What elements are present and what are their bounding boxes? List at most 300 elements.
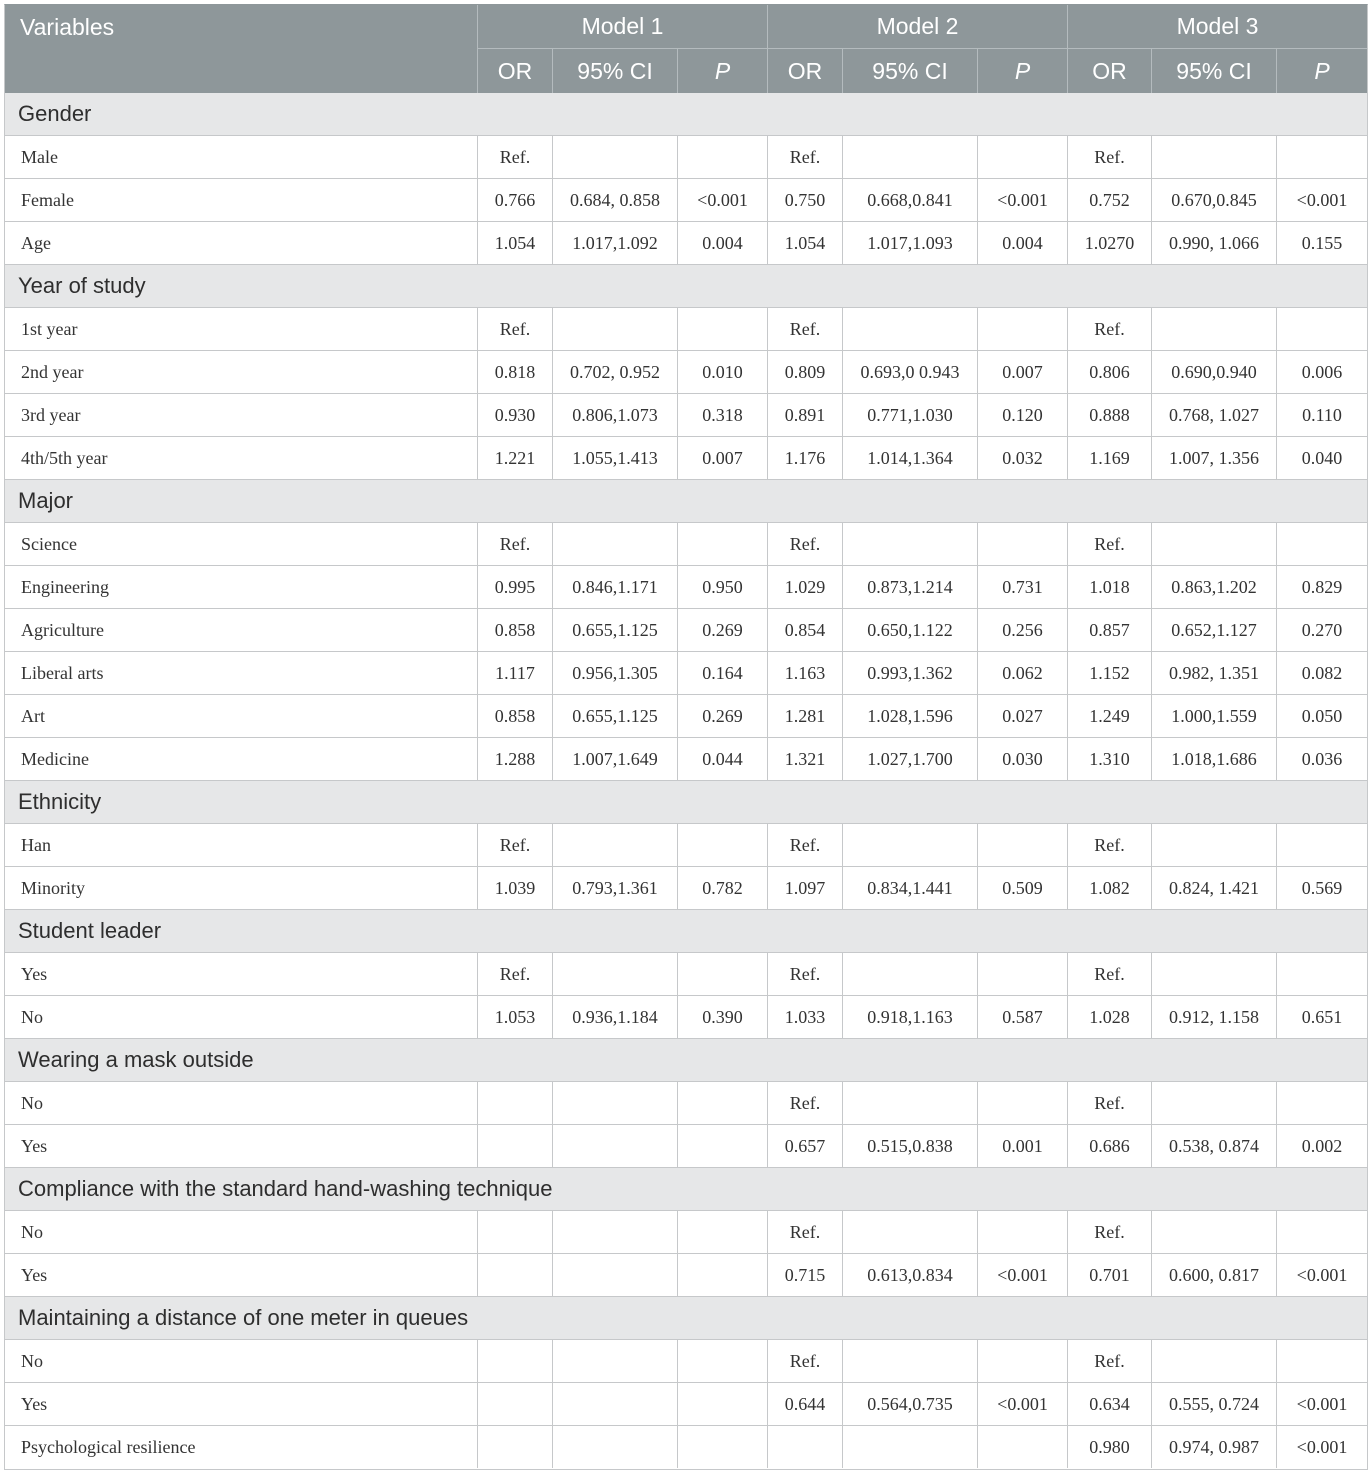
model-2-or-cell: 1.033 — [768, 996, 843, 1038]
model-1-p-cell — [678, 1082, 768, 1124]
model-1-ci-cell — [553, 1340, 678, 1382]
model-2-ci-cell: 0.834,1.441 — [843, 867, 978, 909]
model-3-p-cell: 0.082 — [1301, 662, 1343, 683]
model-1-ci-cell — [553, 1426, 678, 1468]
model-2-header: Model 2 — [768, 5, 1068, 49]
model-3-p-cell: 0.006 — [1301, 361, 1343, 382]
model-2-p-cell: 0.509 — [978, 867, 1068, 909]
model-3-ci-cell — [1152, 523, 1277, 565]
model-2-or-cell: Ref. — [768, 1340, 843, 1382]
model-1-p-cell: 0.318 — [678, 394, 768, 436]
model-1-p-cell: 0.269 — [678, 609, 768, 651]
model-2-ci-cell: 1.017,1.093 — [843, 222, 978, 264]
model-3-p-cell — [1277, 1211, 1367, 1253]
model-1-ci-cell: 1.055,1.413 — [553, 437, 678, 479]
row-label: No — [5, 1082, 478, 1124]
model-3-or-cell: Ref. — [1068, 1082, 1152, 1124]
table-row — [5, 738, 1367, 781]
model-1-p-cell — [678, 308, 768, 350]
model-3-p-cell — [1277, 308, 1367, 350]
model-1-ci-cell — [553, 523, 678, 565]
model-2-p-cell: 0.027 — [978, 695, 1068, 737]
model-2-p-cell: 0.120 — [978, 394, 1068, 436]
model-2-p-cell — [978, 523, 1068, 565]
model-3-p-cell: <0.001 — [1296, 189, 1348, 210]
model-3-ci-cell — [1152, 824, 1277, 866]
model-3-ci-cell — [1152, 308, 1277, 350]
model-3-or-cell: 0.806 — [1068, 351, 1152, 393]
table-row — [5, 394, 1367, 437]
model-3-p-cell: 0.050 — [1301, 705, 1343, 726]
model-3-or-header: OR — [1068, 49, 1152, 93]
model-2-or-cell: 0.809 — [768, 351, 843, 393]
row-label: Art — [5, 695, 478, 737]
table-row — [5, 1383, 1367, 1426]
table-row — [5, 695, 1367, 738]
model-1-p-cell: <0.001 — [678, 179, 768, 221]
table-row — [5, 222, 1367, 265]
table-row — [5, 1340, 1367, 1383]
table-row — [5, 1125, 1367, 1168]
model-2-or-cell: Ref. — [768, 1211, 843, 1253]
model-2-ci-cell — [843, 523, 978, 565]
section-row — [5, 265, 1367, 308]
model-3-ci-cell: 1.007, 1.356 — [1152, 437, 1277, 479]
model-2-ci-cell: 0.693,0 0.943 — [843, 351, 978, 393]
row-label: No — [5, 1340, 478, 1382]
model-3-ci-cell: 1.018,1.686 — [1152, 738, 1277, 780]
model-1-ci-cell: 0.956,1.305 — [553, 652, 678, 694]
model-3-ci-cell — [1152, 1082, 1277, 1124]
model-1-or-cell — [478, 1340, 553, 1382]
model-3-ci-cell: 0.768, 1.027 — [1152, 394, 1277, 436]
model-1-ci-cell — [553, 953, 678, 995]
model-2-ci-cell: 0.918,1.163 — [843, 996, 978, 1038]
model-1-or-cell — [478, 1211, 553, 1253]
model-2-or-cell: 0.891 — [768, 394, 843, 436]
table-row — [5, 179, 1367, 222]
model-1-header-group — [478, 5, 768, 93]
model-3-ci-cell: 0.990, 1.066 — [1152, 222, 1277, 264]
model-3-p-cell — [1277, 953, 1367, 995]
model-3-ci-cell — [1152, 136, 1277, 178]
model-1-ci-cell: 0.806,1.073 — [553, 394, 678, 436]
model-3-ci-cell: 0.974, 0.987 — [1152, 1426, 1277, 1468]
model-1-ci-cell — [553, 824, 678, 866]
model-1-or-header: OR — [478, 49, 553, 93]
model-2-or-cell: Ref. — [768, 308, 843, 350]
table-row — [5, 566, 1367, 609]
section-row — [5, 93, 1367, 136]
model-1-or-cell: 0.818 — [478, 351, 553, 393]
model-1-ci-cell: 0.702, 0.952 — [553, 351, 678, 393]
model-1-ci-cell — [553, 1254, 678, 1296]
model-2-p-cell — [978, 1426, 1068, 1468]
section-label: Compliance with the standard hand-washing technique — [18, 1176, 553, 1201]
model-3-p-cell: 0.036 — [1301, 748, 1343, 769]
model-3-p-header: P — [1314, 57, 1330, 84]
model-2-p-cell: 0.256 — [978, 609, 1068, 651]
model-2-or-cell: 1.176 — [768, 437, 843, 479]
model-1-ci-cell: 0.655,1.125 — [553, 695, 678, 737]
row-label: Han — [5, 824, 478, 866]
model-2-p-cell — [978, 953, 1068, 995]
model-3-or-cell: Ref. — [1068, 824, 1152, 866]
model-1-p-cell: 0.044 — [678, 738, 768, 780]
model-2-header-group — [768, 5, 1068, 93]
model-3-ci-cell: 0.690,0.940 — [1152, 351, 1277, 393]
row-label: Yes — [5, 1383, 478, 1425]
table-row — [5, 953, 1367, 996]
row-label: Female — [5, 179, 478, 221]
model-3-or-cell: 1.028 — [1068, 996, 1152, 1038]
model-3-ci-cell: 1.000,1.559 — [1152, 695, 1277, 737]
model-1-p-cell: 0.390 — [678, 996, 768, 1038]
model-1-or-cell: 0.766 — [478, 179, 553, 221]
row-label: Science — [5, 523, 478, 565]
model-2-or-cell: 1.097 — [768, 867, 843, 909]
row-label: 1st year — [5, 308, 478, 350]
model-1-p-cell: 0.007 — [678, 437, 768, 479]
model-2-p-cell: 0.032 — [978, 437, 1068, 479]
model-2-or-cell: 0.644 — [768, 1383, 843, 1425]
model-1-p-cell — [678, 1383, 768, 1425]
model-3-or-cell: 0.752 — [1068, 179, 1152, 221]
model-2-or-cell: Ref. — [768, 824, 843, 866]
row-label: No — [5, 1211, 478, 1253]
model-3-p-cell: 0.040 — [1301, 447, 1343, 468]
model-1-or-cell: 1.117 — [478, 652, 553, 694]
model-2-ci-cell — [843, 1426, 978, 1468]
model-1-ci-cell — [553, 1383, 678, 1425]
section-row — [5, 1297, 1367, 1340]
model-3-p-cell: <0.001 — [1296, 1393, 1348, 1414]
model-2-or-cell: Ref. — [768, 953, 843, 995]
model-2-ci-cell: 1.028,1.596 — [843, 695, 978, 737]
model-1-ci-cell: 0.684, 0.858 — [553, 179, 678, 221]
row-label: Yes — [5, 953, 478, 995]
model-1-or-cell: 1.039 — [478, 867, 553, 909]
model-1-ci-cell: 0.936,1.184 — [553, 996, 678, 1038]
model-2-ci-cell — [843, 308, 978, 350]
model-1-or-cell — [478, 1125, 553, 1167]
model-1-p-cell: 0.010 — [678, 351, 768, 393]
model-2-ci-cell: 0.613,0.834 — [843, 1254, 978, 1296]
model-3-or-cell: 1.169 — [1068, 437, 1152, 479]
model-1-or-cell: Ref. — [478, 136, 553, 178]
model-1-ci-cell: 0.846,1.171 — [553, 566, 678, 608]
model-3-or-cell: 0.888 — [1068, 394, 1152, 436]
model-1-or-cell — [478, 1426, 553, 1468]
model-2-p-cell — [978, 1082, 1068, 1124]
model-1-ci-cell — [553, 1125, 678, 1167]
table-body — [5, 93, 1367, 1469]
model-1-ci-cell: 1.017,1.092 — [553, 222, 678, 264]
model-1-p-cell: 0.269 — [678, 695, 768, 737]
model-3-p-cell: 0.002 — [1301, 1135, 1343, 1156]
model-2-p-cell: 0.004 — [978, 222, 1068, 264]
table-row — [5, 1082, 1367, 1125]
table-row — [5, 824, 1367, 867]
model-2-p-header: P — [978, 49, 1068, 93]
table-row — [5, 1426, 1367, 1469]
model-2-or-cell — [768, 1426, 843, 1468]
row-label: Medicine — [5, 738, 478, 780]
model-1-p-cell — [678, 1211, 768, 1253]
model-3-header-group — [1068, 5, 1367, 93]
model-1-or-cell: Ref. — [478, 523, 553, 565]
model-3-subheaders — [1068, 49, 1367, 93]
table-row — [5, 996, 1367, 1039]
model-2-ci-cell: 0.650,1.122 — [843, 609, 978, 651]
row-label: Agriculture — [5, 609, 478, 651]
table-row — [5, 652, 1367, 695]
model-1-or-cell: Ref. — [478, 953, 553, 995]
section-label: Student leader — [18, 918, 162, 943]
model-3-p-cell: 0.829 — [1301, 576, 1343, 597]
model-1-ci-cell — [553, 1211, 678, 1253]
section-row — [5, 1168, 1367, 1211]
model-3-ci-cell: 0.652,1.127 — [1152, 609, 1277, 651]
variables-header: Variables — [5, 5, 478, 93]
model-2-or-cell: 1.163 — [768, 652, 843, 694]
section-label: Gender — [18, 101, 92, 126]
model-1-ci-cell — [553, 136, 678, 178]
model-2-ci-cell: 0.873,1.214 — [843, 566, 978, 608]
section-label: Maintaining a distance of one meter in queues — [18, 1305, 469, 1330]
model-2-ci-cell: 0.564,0.735 — [843, 1383, 978, 1425]
model-3-or-cell: Ref. — [1068, 953, 1152, 995]
row-label: Psychological resilience — [5, 1426, 478, 1468]
model-3-ci-cell: 0.538, 0.874 — [1152, 1125, 1277, 1167]
model-3-ci-cell: 0.555, 0.724 — [1152, 1383, 1277, 1425]
model-3-ci-cell: 0.982, 1.351 — [1152, 652, 1277, 694]
section-label: Wearing a mask outside — [18, 1047, 254, 1072]
model-3-or-cell: Ref. — [1068, 523, 1152, 565]
model-2-p-cell: 0.731 — [978, 566, 1068, 608]
model-3-p-cell — [1277, 824, 1367, 866]
model-1-or-cell — [478, 1082, 553, 1124]
model-1-p-header: P — [678, 49, 768, 93]
row-label: Liberal arts — [5, 652, 478, 694]
model-2-p-cell: <0.001 — [978, 179, 1068, 221]
model-2-ci-cell — [843, 824, 978, 866]
model-1-ci-cell: 1.007,1.649 — [553, 738, 678, 780]
model-2-or-header: OR — [768, 49, 843, 93]
section-label: Major — [18, 488, 74, 513]
section-row — [5, 1039, 1367, 1082]
model-1-or-cell — [478, 1383, 553, 1425]
model-3-or-cell: Ref. — [1068, 136, 1152, 178]
model-1-p-cell: 0.782 — [678, 867, 768, 909]
row-label: Yes — [5, 1254, 478, 1296]
model-1-or-cell: 0.930 — [478, 394, 553, 436]
model-3-p-cell — [1277, 136, 1367, 178]
model-3-ci-cell — [1152, 1211, 1277, 1253]
model-2-or-cell: Ref. — [768, 136, 843, 178]
model-1-ci-cell: 0.793,1.361 — [553, 867, 678, 909]
section-row — [5, 781, 1367, 824]
table-row — [5, 609, 1367, 652]
model-3-p-cell: <0.001 — [1296, 1436, 1348, 1457]
model-2-or-cell: Ref. — [768, 1082, 843, 1124]
model-3-or-cell: 1.018 — [1068, 566, 1152, 608]
model-2-p-cell: 0.062 — [978, 652, 1068, 694]
model-2-p-cell — [978, 1211, 1068, 1253]
model-1-p-cell — [678, 523, 768, 565]
section-label: Year of study — [18, 273, 146, 298]
model-3-or-cell: Ref. — [1068, 1340, 1152, 1382]
model-3-or-cell: 1.082 — [1068, 867, 1152, 909]
model-1-or-cell — [478, 1254, 553, 1296]
model-3-ci-cell: 0.912, 1.158 — [1152, 996, 1277, 1038]
model-1-p-cell — [678, 136, 768, 178]
model-2-ci-cell — [843, 1211, 978, 1253]
model-2-ci-cell: 1.027,1.700 — [843, 738, 978, 780]
section-row — [5, 480, 1367, 523]
model-2-or-cell: 1.321 — [768, 738, 843, 780]
model-3-p-cell: 0.110 — [1302, 404, 1342, 425]
model-2-p-cell: 0.001 — [978, 1125, 1068, 1167]
model-2-ci-cell — [843, 136, 978, 178]
model-1-p-cell — [678, 953, 768, 995]
model-1-or-cell: 1.054 — [478, 222, 553, 264]
row-label: 3rd year — [5, 394, 478, 436]
table-header — [5, 5, 1367, 93]
model-3-header: Model 3 — [1068, 5, 1367, 49]
model-2-or-cell: 0.715 — [768, 1254, 843, 1296]
model-3-ci-cell: 0.670,0.845 — [1152, 179, 1277, 221]
model-2-ci-cell: 0.771,1.030 — [843, 394, 978, 436]
model-1-ci-cell: 0.655,1.125 — [553, 609, 678, 651]
row-label: No — [5, 996, 478, 1038]
model-3-p-cell — [1277, 1340, 1367, 1382]
model-3-or-cell: 1.152 — [1068, 652, 1152, 694]
model-2-ci-cell: 1.014,1.364 — [843, 437, 978, 479]
model-1-ci-header: 95% CI — [553, 49, 678, 93]
model-2-or-cell: 1.054 — [768, 222, 843, 264]
model-3-p-cell — [1277, 523, 1367, 565]
model-1-or-cell: 1.288 — [478, 738, 553, 780]
model-1-or-cell: 0.858 — [478, 609, 553, 651]
table-row — [5, 351, 1367, 394]
model-1-p-cell — [678, 1340, 768, 1382]
model-3-or-cell: 1.249 — [1068, 695, 1152, 737]
model-3-p-cell: 0.270 — [1301, 619, 1343, 640]
model-2-subheaders — [768, 49, 1068, 93]
table-row — [5, 523, 1367, 566]
model-3-ci-cell: 0.824, 1.421 — [1152, 867, 1277, 909]
model-2-ci-cell: 0.668,0.841 — [843, 179, 978, 221]
model-3-or-cell: 0.686 — [1068, 1125, 1152, 1167]
model-1-p-cell: 0.164 — [678, 652, 768, 694]
model-2-p-cell: <0.001 — [978, 1254, 1068, 1296]
model-2-p-cell: 0.587 — [978, 996, 1068, 1038]
model-3-ci-header: 95% CI — [1152, 49, 1277, 93]
model-2-p-cell — [978, 308, 1068, 350]
model-3-or-cell: 0.634 — [1068, 1383, 1152, 1425]
model-2-p-cell — [978, 824, 1068, 866]
model-1-or-cell: Ref. — [478, 308, 553, 350]
model-1-or-cell: Ref. — [478, 824, 553, 866]
model-3-or-cell: 0.701 — [1068, 1254, 1152, 1296]
model-2-p-cell: 0.007 — [978, 351, 1068, 393]
model-2-or-cell: 1.029 — [768, 566, 843, 608]
model-3-p-cell: 0.155 — [1301, 232, 1343, 253]
model-3-or-cell: 0.980 — [1068, 1426, 1152, 1468]
model-2-ci-header: 95% CI — [843, 49, 978, 93]
model-3-ci-cell — [1152, 1340, 1277, 1382]
table-row — [5, 136, 1367, 179]
model-1-p-cell — [678, 824, 768, 866]
row-label: Male — [5, 136, 478, 178]
table-row — [5, 867, 1367, 910]
model-1-or-cell: 1.221 — [478, 437, 553, 479]
row-label: Engineering — [5, 566, 478, 608]
model-2-p-cell: 0.030 — [978, 738, 1068, 780]
model-2-p-cell — [978, 136, 1068, 178]
model-2-or-cell: 0.854 — [768, 609, 843, 651]
row-label: Yes — [5, 1125, 478, 1167]
model-1-ci-cell — [553, 1082, 678, 1124]
model-2-p-cell: <0.001 — [978, 1383, 1068, 1425]
odds-ratio-table — [4, 4, 1368, 1470]
section-label: Ethnicity — [18, 789, 102, 814]
table-row — [5, 1211, 1367, 1254]
model-2-or-cell: Ref. — [768, 523, 843, 565]
model-1-or-cell: 0.858 — [478, 695, 553, 737]
row-label: Minority — [5, 867, 478, 909]
model-3-p-cell — [1277, 1082, 1367, 1124]
model-2-ci-cell — [843, 953, 978, 995]
model-1-p-cell: 0.004 — [678, 222, 768, 264]
row-label: 4th/5th year — [5, 437, 478, 479]
model-3-ci-cell — [1152, 953, 1277, 995]
model-1-or-cell: 0.995 — [478, 566, 553, 608]
model-2-p-cell — [978, 1340, 1068, 1382]
model-1-subheaders — [478, 49, 768, 93]
model-1-or-cell: 1.053 — [478, 996, 553, 1038]
model-3-or-cell: Ref. — [1068, 1211, 1152, 1253]
model-3-or-cell: 1.310 — [1068, 738, 1152, 780]
model-2-or-cell: 0.657 — [768, 1125, 843, 1167]
model-2-or-cell: 0.750 — [768, 179, 843, 221]
model-3-p-cell: 0.651 — [1301, 1006, 1343, 1027]
model-3-or-cell: 1.0270 — [1068, 222, 1152, 264]
model-3-ci-cell: 0.863,1.202 — [1152, 566, 1277, 608]
row-label: 2nd year — [5, 351, 478, 393]
row-label: Age — [5, 222, 478, 264]
model-1-p-cell — [678, 1254, 768, 1296]
model-2-ci-cell: 0.993,1.362 — [843, 652, 978, 694]
table-row — [5, 437, 1367, 480]
model-2-ci-cell — [843, 1340, 978, 1382]
section-row — [5, 910, 1367, 953]
model-1-p-cell — [678, 1426, 768, 1468]
model-2-or-cell: 1.281 — [768, 695, 843, 737]
model-2-ci-cell — [843, 1082, 978, 1124]
model-3-or-cell: 0.857 — [1068, 609, 1152, 651]
model-3-ci-cell: 0.600, 0.817 — [1152, 1254, 1277, 1296]
model-1-p-cell — [678, 1125, 768, 1167]
model-1-p-cell: 0.950 — [678, 566, 768, 608]
table-row — [5, 1254, 1367, 1297]
model-3-or-cell: Ref. — [1068, 308, 1152, 350]
model-1-ci-cell — [553, 308, 678, 350]
model-1-header: Model 1 — [478, 5, 768, 49]
model-3-p-cell: 0.569 — [1301, 877, 1343, 898]
table-row — [5, 308, 1367, 351]
